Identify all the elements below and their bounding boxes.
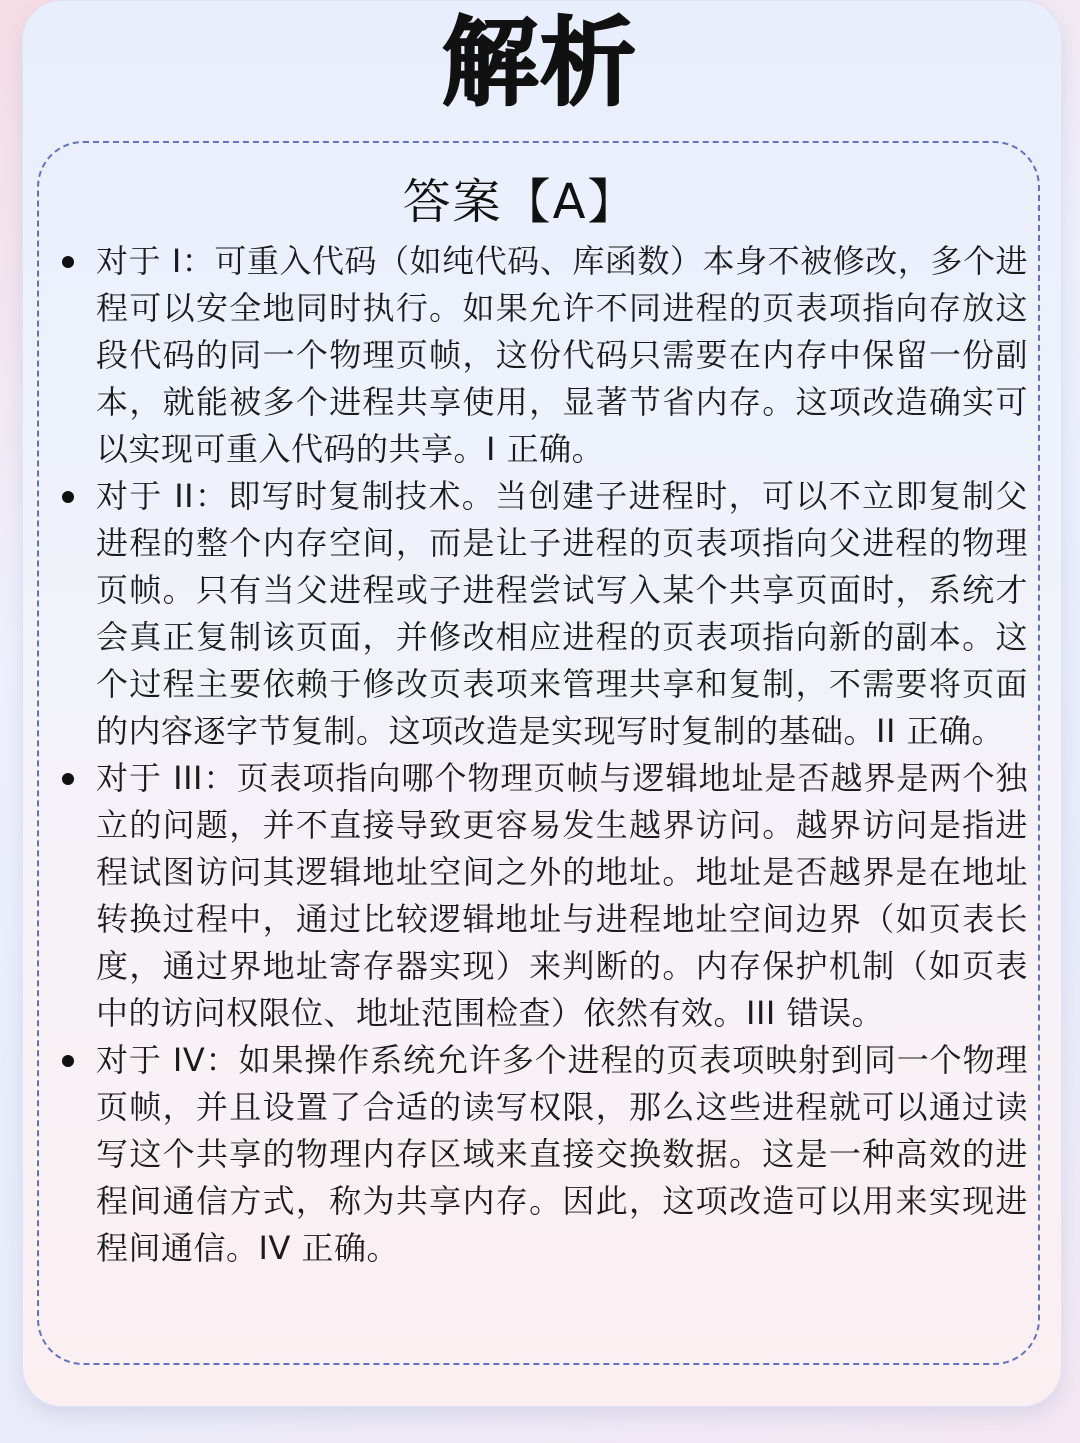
bullet-icon [62, 256, 74, 268]
analysis-item-text: 对于 III：页表项指向哪个物理页帧与逻辑地址是否越界是两个独立的问题，并不直接导致更容易发生越界访问。越界访问是指进程试图访问其逻辑地址空间之外的地址。地址是否越界是在地址转换过程中，通过比较逻辑地址与进程地址空间边界（如页表长度，通过界地址寄存器实现）来判断的。内存保护机制（如页表中的访问权限位、地址范围检查）依然有效。III 错误。 [96, 759, 1028, 1032]
bullet-icon [62, 491, 74, 503]
analysis-item-3 [96, 755, 1028, 1037]
analysis-item-2 [96, 473, 1028, 755]
bullet-icon [62, 773, 74, 785]
analysis-item-text: 对于 IV：如果操作系统允许多个进程的页表项映射到同一个物理页帧，并且设置了合适的读写权限，那么这些进程就可以通过读写这个共享的物理内存区域来直接交换数据。这是一种高效的进程间通信方式，称为共享内存。因此，这项改造可以用来实现进程间通信。IV 正确。 [96, 1041, 1028, 1267]
page-title: 解析 [442, 7, 638, 119]
analysis-list [96, 238, 1028, 1272]
analysis-item-1 [96, 238, 1028, 473]
bullet-icon [62, 1055, 74, 1067]
analysis-item-text: 对于 I：可重入代码（如纯代码、库函数）本身不被修改，多个进程可以安全地同时执行。如果允许不同进程的页表项指向存放这段代码的同一个物理页帧，这份代码只需要在内存中保留一份副本，就能被多个进程共享使用，显著节省内存。这项改造确实可以实现可重入代码的共享。I 正确。 [96, 242, 1028, 468]
answer-heading: 答案【A】 [402, 174, 638, 230]
analysis-item-text: 对于 II：即写时复制技术。当创建子进程时，可以不立即复制父进程的整个内存空间，而是让子进程的页表项指向父进程的物理页帧。只有当父进程或子进程尝试写入某个共享页面时，系统才会真正复制该页面，并修改相应进程的页表项指向新的副本。这个过程主要依赖于修改页表项来管理共享和复制，不需要将页面的内容逐字节复制。这项改造是实现写时复制的基础。II 正确。 [96, 477, 1028, 750]
analysis-item-4 [96, 1037, 1028, 1272]
